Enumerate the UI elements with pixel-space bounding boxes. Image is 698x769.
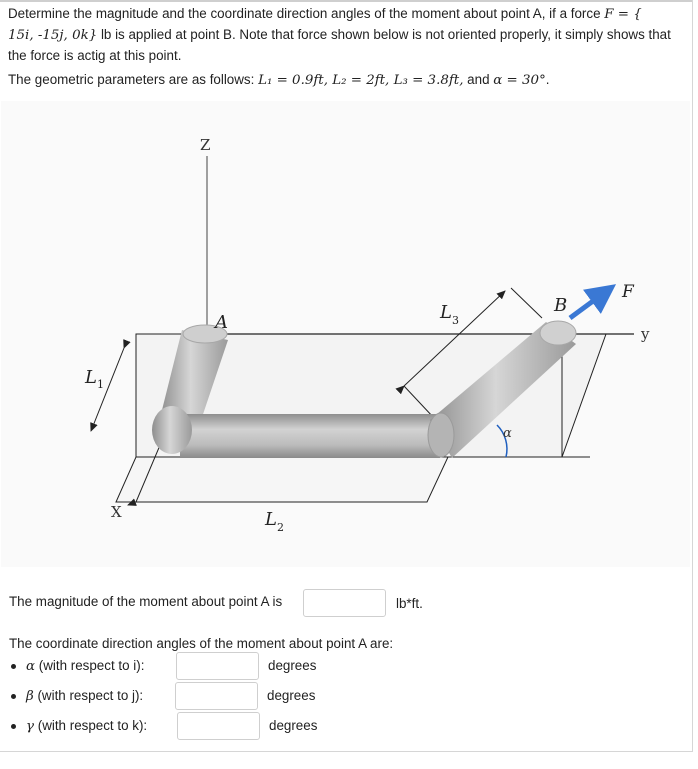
label-l2-sub: 2: [277, 521, 284, 534]
gamma-item-label: [26, 718, 147, 734]
params-and: and: [463, 72, 494, 87]
label-a: A: [215, 312, 228, 333]
pipe-elbow-left: [152, 406, 192, 454]
force-arrow: [570, 290, 608, 318]
alpha-angle-input[interactable]: [176, 652, 259, 680]
label-y: y: [641, 325, 650, 343]
params-intro: The geometric parameters are as follows:: [8, 72, 259, 87]
alpha-text: (with respect to i):: [35, 658, 145, 673]
beta-symbol: β: [26, 689, 34, 704]
beta-text: (with respect to j):: [33, 688, 144, 703]
params-alpha: α = 30°: [493, 73, 546, 88]
force-symbol: F = {: [604, 7, 642, 22]
bullet-dot: [11, 694, 16, 699]
params-end: .: [545, 72, 550, 87]
beta-item-label: [26, 688, 143, 704]
label-x: X: [111, 503, 122, 521]
alpha-symbol: α: [26, 659, 36, 674]
magnitude-unit: lb*ft.: [396, 596, 423, 611]
label-b: B: [554, 295, 568, 316]
pipe-segment-l2: [180, 414, 440, 458]
label-z: Z: [200, 136, 211, 154]
point-b-pipe-end: [540, 321, 576, 345]
l3-extension-top: [511, 288, 542, 318]
label-alpha: α: [503, 426, 512, 441]
magnitude-input[interactable]: [303, 589, 386, 617]
force-components: 15i, -15j, 0k}: [8, 28, 98, 43]
bullet-dot: [11, 724, 16, 729]
label-f: F: [622, 282, 634, 302]
label-l2: L: [265, 509, 277, 530]
gamma-unit: degrees: [269, 718, 318, 733]
alpha-unit: degrees: [268, 658, 317, 673]
prompt-text-1: Determine the magnitude and the coordinate direction angles of the moment about point A, if a force: [8, 6, 605, 21]
params-lengths: L₁ = 0.9ft, L₂ = 2ft, L₃ = 3.8ft,: [258, 73, 464, 88]
gamma-symbol: γ: [26, 719, 35, 734]
angles-prompt: The coordinate direction angles of the moment about point A are:: [9, 636, 394, 651]
lower-plane: [116, 457, 448, 502]
bullet-dot: [11, 664, 16, 669]
label-l1-sub: 1: [97, 378, 104, 391]
l1-dimension: [91, 348, 124, 431]
label-l3-sub: 3: [452, 314, 459, 327]
label-l3: L: [440, 302, 452, 323]
gamma-angle-input[interactable]: [177, 712, 260, 740]
beta-angle-input[interactable]: [175, 682, 258, 710]
prompt-text-2: lb is applied at point B. Note that force shown below is not oriented properly, it simply shows that the force is actig at this point.: [8, 27, 671, 63]
beta-unit: degrees: [267, 688, 316, 703]
alpha-item-label: [26, 658, 144, 674]
gamma-text: (with respect to k):: [34, 718, 148, 733]
label-l1: L: [85, 367, 97, 388]
pipe-elbow-right: [428, 413, 454, 457]
magnitude-prompt: The magnitude of the moment about point A is: [9, 594, 283, 609]
